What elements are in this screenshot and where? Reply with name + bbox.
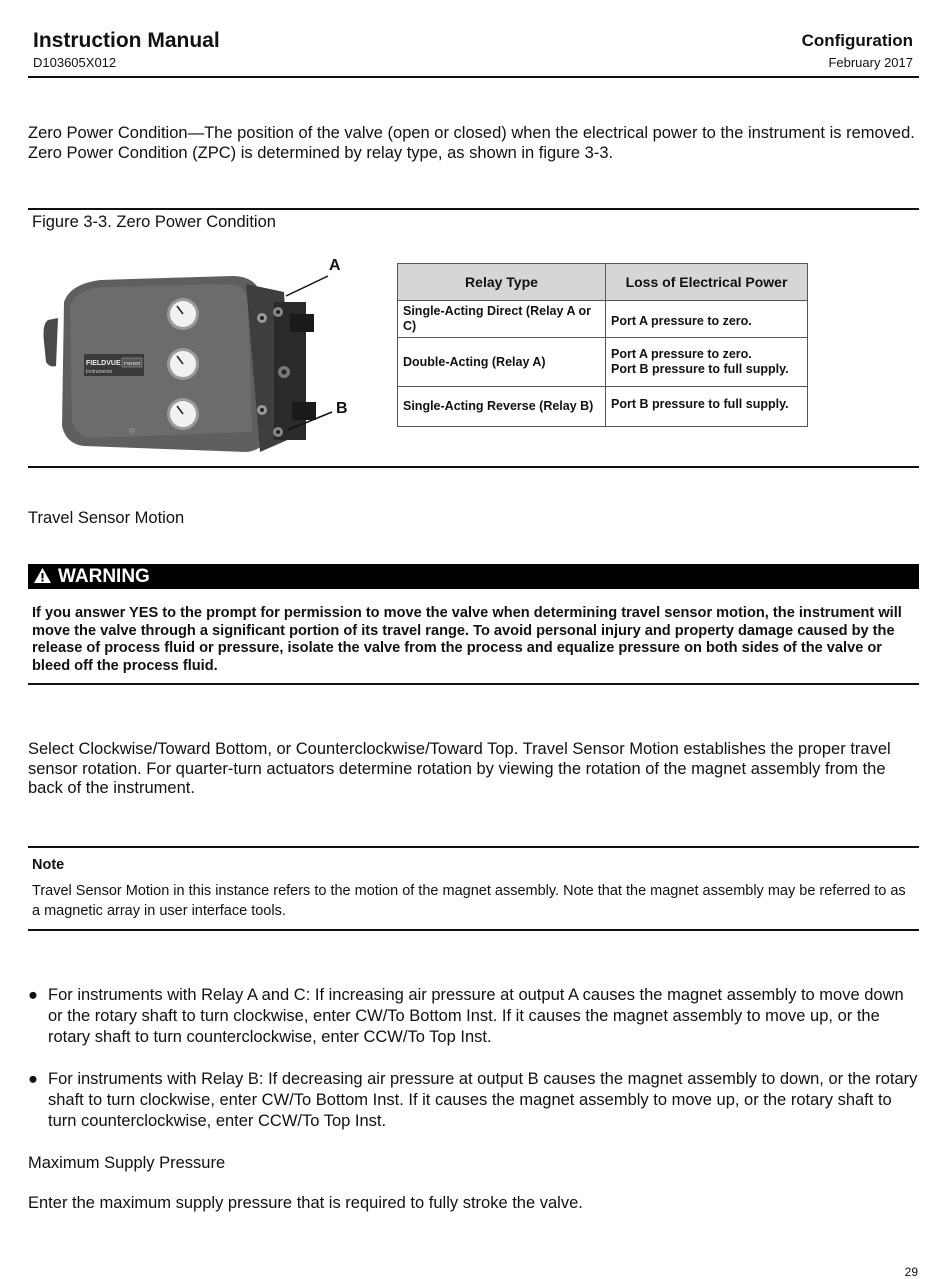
document-number: D103605X012 [33, 55, 117, 70]
figure-title: Figure 3-3. Zero Power Condition [32, 213, 276, 231]
note-bottom-rule [28, 929, 919, 931]
callout-a-label: A [329, 257, 341, 274]
warning-label: WARNING [58, 566, 150, 587]
bullet-lead: For instruments with Relay B: [48, 1070, 264, 1088]
loss-of-power-cell [606, 338, 808, 387]
max-supply-heading: Maximum Supply Pressure [28, 1154, 226, 1172]
page-number: 29 [904, 1265, 918, 1279]
section-title: Configuration [801, 31, 913, 50]
max-supply-body: Enter the maximum supply pressure that is required to fully stroke the valve. [28, 1194, 583, 1212]
header-rule [28, 76, 919, 78]
zpc-term: Zero Power Condition [28, 124, 188, 142]
manual-title: Instruction Manual [33, 29, 220, 52]
bullet-content [48, 985, 918, 1048]
loss-of-power-cell [606, 301, 808, 338]
bullet-text: If decreasing air pressure at output B causes the magnet assembly to down, or the rotary shaft to turn clockwise, enter CW/To Bottom Inst. If it causes the magnet assembly to move up, or the rotary shaft to turn counterclockwise, enter CCW/To Top Inst. [48, 1070, 918, 1130]
zpc-paragraph [28, 124, 920, 163]
loss-of-power-cell [606, 387, 808, 427]
instrument-photo [40, 262, 360, 462]
bullet-content [48, 1069, 918, 1132]
travel-sensor-heading: Travel Sensor Motion [28, 509, 185, 527]
warning-banner [28, 564, 919, 589]
device-subbrand: Instruments [86, 369, 113, 375]
bullet-lead: For instruments with Relay A and C: [48, 986, 311, 1004]
warning-bottom-rule [28, 683, 919, 685]
relay-type-cell: Single-Acting Reverse (Relay B) [398, 387, 606, 427]
travel-sensor-body: Select Clockwise/Toward Bottom, or Counterclockwise/Toward Top. Travel Sensor Motion establishes the proper travel sensor rotation. For quarter-turn actuators determine rotation by viewing the rotation of the magnet assembly from the back of the instrument. [28, 740, 891, 797]
bullet-icon: ● [28, 1070, 38, 1088]
svg-text:✲: ✲ [128, 426, 137, 437]
note-heading: Note [32, 857, 65, 873]
loss-of-power-header: Loss of Electrical Power [606, 264, 808, 301]
note-text: Travel Sensor Motion in this instance refers to the motion of the magnet assembly. Note that the magnet assembly may be referred to as a magnetic array in user interface tools. [32, 883, 906, 919]
relay-type-header: Relay Type [398, 264, 606, 301]
loss-line: Port B pressure to full supply. [611, 362, 789, 376]
figure-top-rule [28, 208, 919, 210]
bullet-text: If increasing air pressure at output A causes the magnet assembly to move down or the rotary shaft to turn clockwise, enter CW/To Bottom Inst. If it causes the magnet assembly to move up, or the rotary shaft to turn counterclockwise, enter CCW/To Top Inst. [48, 986, 904, 1046]
relay-type-cell: Double-Acting (Relay A) [398, 338, 606, 387]
loss-line: Port A pressure to zero. [611, 347, 752, 361]
zpc-text: —The position of the valve (open or closed) when the electrical power to the instrument is removed. Zero Power Condition (ZPC) is determined by relay type, as shown in figure 3-3. [28, 124, 915, 162]
callout-b-label: B [336, 400, 348, 417]
loss-line: Port A pressure to zero. [611, 313, 752, 328]
publication-date: February 2017 [828, 55, 913, 70]
table-row [398, 387, 808, 427]
note-top-rule [28, 846, 919, 848]
bullet-icon: ● [28, 986, 38, 1004]
device-badge: FISHER [124, 361, 141, 366]
warning-icon [33, 567, 52, 584]
list-item [28, 1069, 918, 1132]
loss-line: Port B pressure to full supply. [611, 397, 789, 411]
table-row [398, 338, 808, 387]
warning-text: If you answer YES to the prompt for permission to move the valve when determining travel sensor motion, the instrument will move the valve through a significant portion of its travel range. To avoid personal injury and property damage caused by the release of process fluid or pressure, isolate the valve from the process and equalize pressure on both sides of the valve or bleed off the process fluid. [32, 605, 902, 674]
relay-table-header-row [398, 264, 808, 301]
list-item [28, 985, 918, 1048]
relay-type-cell: Single-Acting Direct (Relay A or C) [398, 301, 606, 338]
relay-table [397, 263, 808, 427]
table-row [398, 301, 808, 338]
device-brand: FIELDVUE [86, 360, 121, 367]
figure-bottom-rule [28, 466, 919, 468]
